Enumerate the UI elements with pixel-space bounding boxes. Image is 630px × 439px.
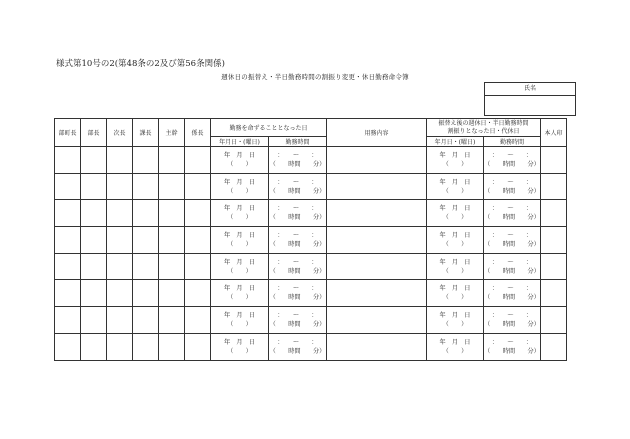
approver-1-cell[interactable] — [55, 147, 81, 174]
weekday-line: （ ） — [227, 320, 252, 328]
ordered-date-cell[interactable] — [211, 173, 269, 200]
time-range-line: ： ～ ： — [277, 205, 318, 213]
ordered-hours-cell[interactable] — [269, 253, 327, 280]
seal-cell[interactable] — [541, 280, 567, 307]
approver-5-cell[interactable] — [159, 307, 185, 334]
ordered-date-cell[interactable] — [211, 200, 269, 227]
weekday-line: （ ） — [442, 214, 468, 222]
seal-cell[interactable] — [541, 200, 567, 227]
approver-2-cell[interactable] — [81, 227, 107, 254]
substitute-hours-cell[interactable] — [484, 200, 541, 227]
date-line: 年 月 日 — [439, 258, 471, 266]
ordered-date-cell[interactable] — [211, 333, 269, 360]
ordered-hours-cell[interactable] — [269, 200, 327, 227]
substitute-hours-cell[interactable] — [484, 227, 541, 254]
duration-line: （ 時間 分） — [269, 267, 326, 275]
approver-3-cell[interactable] — [107, 333, 133, 360]
approver-5-cell[interactable] — [159, 280, 185, 307]
header-ordered-day: 勤務を命ずることとなった日 — [211, 119, 327, 137]
table-row — [55, 333, 567, 360]
time-range-line: ： ～ ： — [491, 311, 533, 319]
duration-line: （ 時間 分） — [269, 320, 326, 328]
name-box — [484, 82, 576, 116]
approver-6-cell[interactable] — [185, 333, 211, 360]
duration-line: （ 時間 分） — [269, 160, 326, 168]
ordered-hours-cell[interactable] — [269, 147, 327, 174]
weekday-line: （ ） — [227, 160, 252, 168]
approver-6-cell[interactable] — [185, 253, 211, 280]
approver-6-cell[interactable] — [185, 147, 211, 174]
table-row — [55, 253, 567, 280]
approver-2-cell[interactable] — [81, 280, 107, 307]
weekday-line: （ ） — [442, 320, 468, 328]
table-row — [55, 147, 567, 174]
duration-line: （ 時間 分） — [484, 267, 540, 275]
business-cell[interactable] — [327, 147, 427, 174]
date-line: 年 月 日 — [224, 311, 255, 319]
approver-4-cell[interactable] — [133, 173, 159, 200]
date-line: 年 月 日 — [224, 178, 255, 186]
substitute-hours-cell[interactable] — [484, 333, 541, 360]
weekday-line: （ ） — [227, 294, 252, 302]
header-approver-1: 部町長 — [55, 119, 81, 147]
approver-5-cell[interactable] — [159, 200, 185, 227]
ordered-hours-cell[interactable] — [269, 227, 327, 254]
approver-3-cell[interactable] — [107, 173, 133, 200]
time-range-line: ： ～ ： — [277, 338, 318, 346]
approver-3-cell[interactable] — [107, 227, 133, 254]
header-row — [55, 119, 567, 137]
duration-line: （ 時間 分） — [269, 240, 326, 248]
time-range-line: ： ～ ： — [491, 151, 533, 159]
ordered-hours-cell[interactable] — [269, 333, 327, 360]
approver-4-cell[interactable] — [133, 200, 159, 227]
approver-2-cell[interactable] — [81, 333, 107, 360]
substitute-date-cell[interactable] — [427, 333, 484, 360]
approver-4-cell[interactable] — [133, 253, 159, 280]
duration-line: （ 時間 分） — [269, 214, 326, 222]
header-seal: 本人印 — [541, 119, 567, 147]
weekday-line: （ ） — [442, 240, 468, 248]
approver-4-cell[interactable] — [133, 307, 159, 334]
header-business: 用務内容 — [327, 119, 427, 147]
date-line: 年 月 日 — [439, 285, 471, 293]
table-row — [55, 227, 567, 254]
substitute-date-cell[interactable] — [427, 200, 484, 227]
approver-2-cell[interactable] — [81, 307, 107, 334]
approver-2-cell[interactable] — [81, 253, 107, 280]
substitute-date-cell[interactable] — [427, 253, 484, 280]
name-label: 氏名 — [485, 83, 575, 96]
header-approver-6: 係長 — [185, 119, 211, 147]
business-cell[interactable] — [327, 173, 427, 200]
approver-5-cell[interactable] — [159, 147, 185, 174]
approver-1-cell[interactable] — [55, 333, 81, 360]
approver-4-cell[interactable] — [133, 280, 159, 307]
substitute-hours-cell[interactable] — [484, 253, 541, 280]
substitute-date-cell[interactable] — [427, 173, 484, 200]
approver-1-cell[interactable] — [55, 307, 81, 334]
table-row — [55, 200, 567, 227]
ordered-hours-cell[interactable] — [269, 307, 327, 334]
approver-2-cell[interactable] — [81, 173, 107, 200]
approver-6-cell[interactable] — [185, 173, 211, 200]
business-cell[interactable] — [327, 333, 427, 360]
date-line: 年 月 日 — [224, 231, 255, 239]
duration-line: （ 時間 分） — [484, 320, 540, 328]
time-range-line: ： ～ ： — [277, 285, 318, 293]
duration-line: （ 時間 分） — [484, 187, 540, 195]
substitute-date-cell[interactable] — [427, 147, 484, 174]
approver-3-cell[interactable] — [107, 200, 133, 227]
header-approver-2: 部長 — [81, 119, 107, 147]
substitute-hours-cell[interactable] — [484, 280, 541, 307]
header-approver-3: 次長 — [107, 119, 133, 147]
approver-1-cell[interactable] — [55, 173, 81, 200]
date-line: 年 月 日 — [439, 231, 471, 239]
approver-4-cell[interactable] — [133, 333, 159, 360]
ordered-date-cell[interactable] — [211, 280, 269, 307]
order-register-table — [54, 118, 567, 361]
approver-5-cell[interactable] — [159, 253, 185, 280]
ordered-date-cell[interactable] — [211, 227, 269, 254]
weekday-line: （ ） — [442, 187, 468, 195]
substitute-date-cell[interactable] — [427, 280, 484, 307]
approver-1-cell[interactable] — [55, 280, 81, 307]
weekday-line: （ ） — [442, 347, 468, 355]
seal-cell[interactable] — [541, 227, 567, 254]
duration-line: （ 時間 分） — [484, 347, 540, 355]
approver-2-cell[interactable] — [81, 200, 107, 227]
date-line: 年 月 日 — [224, 205, 255, 213]
date-line: 年 月 日 — [439, 338, 471, 346]
subheader-substitute-hours: 勤務時間 — [484, 137, 541, 147]
subheader-ordered-hours: 勤務時間 — [269, 137, 327, 147]
duration-line: （ 時間 分） — [269, 347, 326, 355]
time-range-line: ： ～ ： — [491, 338, 533, 346]
business-cell[interactable] — [327, 253, 427, 280]
duration-line: （ 時間 分） — [484, 294, 540, 302]
time-range-line: ： ～ ： — [277, 311, 318, 319]
form-label: 様式第10号の2(第48条の2及び第56条関係) — [56, 59, 225, 69]
ordered-hours-cell[interactable] — [269, 173, 327, 200]
time-range-line: ： ～ ： — [277, 258, 318, 266]
weekday-line: （ ） — [227, 347, 252, 355]
table-row — [55, 173, 567, 200]
date-line: 年 月 日 — [224, 151, 255, 159]
weekday-line: （ ） — [227, 214, 252, 222]
approver-4-cell[interactable] — [133, 227, 159, 254]
time-range-line: ： ～ ： — [277, 151, 318, 159]
approver-6-cell[interactable] — [185, 307, 211, 334]
time-range-line: ： ～ ： — [491, 258, 533, 266]
substitute-hours-cell[interactable] — [484, 147, 541, 174]
date-line: 年 月 日 — [224, 338, 255, 346]
approver-6-cell[interactable] — [185, 227, 211, 254]
date-line: 年 月 日 — [439, 151, 471, 159]
time-range-line: ： ～ ： — [277, 178, 318, 186]
approver-3-cell[interactable] — [107, 147, 133, 174]
table-row — [55, 280, 567, 307]
date-line: 年 月 日 — [439, 311, 471, 319]
seal-cell[interactable] — [541, 147, 567, 174]
time-range-line: ： ～ ： — [491, 178, 533, 186]
header-approver-4: 課長 — [133, 119, 159, 147]
weekday-line: （ ） — [442, 267, 468, 275]
time-range-line: ： ～ ： — [277, 231, 318, 239]
substitute-hours-cell[interactable] — [484, 307, 541, 334]
weekday-line: （ ） — [442, 160, 468, 168]
approver-4-cell[interactable] — [133, 147, 159, 174]
approver-1-cell[interactable] — [55, 200, 81, 227]
subheader-ordered-date: 年月日・(曜日) — [211, 137, 269, 147]
duration-line: （ 時間 分） — [484, 214, 540, 222]
header-approver-5: 主幹 — [159, 119, 185, 147]
approver-1-cell[interactable] — [55, 227, 81, 254]
duration-line: （ 時間 分） — [484, 160, 540, 168]
date-line: 年 月 日 — [224, 285, 255, 293]
seal-cell[interactable] — [541, 307, 567, 334]
approver-2-cell[interactable] — [81, 147, 107, 174]
seal-cell[interactable] — [541, 253, 567, 280]
approver-5-cell[interactable] — [159, 333, 185, 360]
document-title: 週休日の振替え・半日勤務時間の割振り変更・休日勤務命令簿 — [221, 73, 409, 81]
business-cell[interactable] — [327, 280, 427, 307]
approver-5-cell[interactable] — [159, 173, 185, 200]
approver-5-cell[interactable] — [159, 227, 185, 254]
time-range-line: ： ～ ： — [491, 285, 533, 293]
substitute-date-cell[interactable] — [427, 227, 484, 254]
time-range-line: ： ～ ： — [491, 205, 533, 213]
approver-3-cell[interactable] — [107, 253, 133, 280]
weekday-line: （ ） — [227, 240, 252, 248]
date-line: 年 月 日 — [439, 205, 471, 213]
date-line: 年 月 日 — [224, 258, 255, 266]
substitute-hours-cell[interactable] — [484, 173, 541, 200]
business-cell[interactable] — [327, 307, 427, 334]
seal-cell[interactable] — [541, 333, 567, 360]
approver-3-cell[interactable] — [107, 307, 133, 334]
table-row — [55, 307, 567, 334]
ordered-date-cell[interactable] — [211, 253, 269, 280]
duration-line: （ 時間 分） — [269, 294, 326, 302]
subheader-substitute-date: 年月日・(曜日) — [427, 137, 484, 147]
header-substitute-day: 振替え後の週休日・半日勤務時間 割振りとなった日・代休日 — [427, 119, 541, 137]
business-cell[interactable] — [327, 227, 427, 254]
approver-1-cell[interactable] — [55, 253, 81, 280]
ordered-hours-cell[interactable] — [269, 280, 327, 307]
seal-cell[interactable] — [541, 173, 567, 200]
approver-6-cell[interactable] — [185, 280, 211, 307]
weekday-line: （ ） — [227, 187, 252, 195]
duration-line: （ 時間 分） — [484, 240, 540, 248]
date-line: 年 月 日 — [439, 178, 471, 186]
substitute-date-cell[interactable] — [427, 307, 484, 334]
business-cell[interactable] — [327, 200, 427, 227]
time-range-line: ： ～ ： — [491, 231, 533, 239]
weekday-line: （ ） — [442, 294, 468, 302]
duration-line: （ 時間 分） — [269, 187, 326, 195]
ordered-date-cell[interactable] — [211, 307, 269, 334]
approver-6-cell[interactable] — [185, 200, 211, 227]
weekday-line: （ ） — [227, 267, 252, 275]
approver-3-cell[interactable] — [107, 280, 133, 307]
ordered-date-cell[interactable] — [211, 147, 269, 174]
